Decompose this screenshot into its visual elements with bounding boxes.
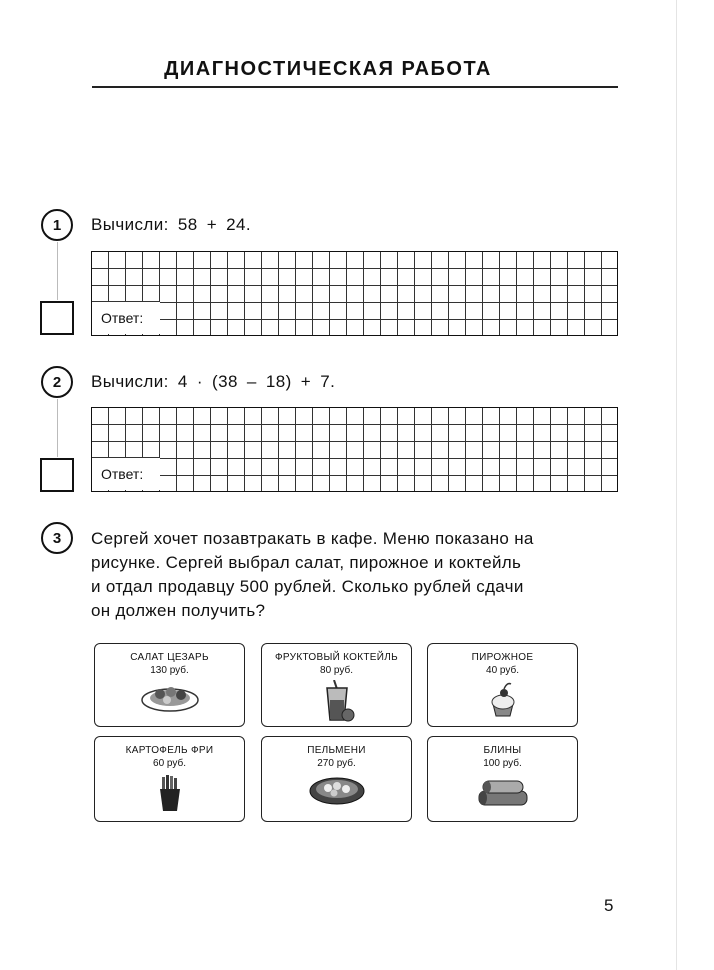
page-edge — [676, 0, 677, 970]
task1-number: 1 — [41, 209, 73, 241]
task3-line: Сергей хочет позавтракать в кафе. Меню показано на — [91, 529, 534, 548]
menu-item-pancakes — [427, 736, 578, 822]
menu-item-name: ПИРОЖНОЕ — [471, 652, 534, 663]
menu-item-cake — [427, 643, 578, 727]
task1-answer-label: Ответ: — [92, 302, 160, 334]
task3-number: 3 — [41, 522, 73, 554]
dumplings-icon — [308, 773, 366, 807]
task2-grid[interactable] — [91, 407, 618, 492]
task1-score-box[interactable] — [40, 301, 74, 335]
menu-item-name: ПЕЛЬМЕНИ — [307, 745, 366, 756]
menu-item-price: 60 руб. — [153, 758, 186, 769]
menu-item-salad — [94, 643, 245, 727]
task1-grid[interactable] — [91, 251, 618, 336]
menu-item-price: 270 руб. — [317, 758, 356, 769]
task2-connector — [57, 399, 58, 457]
menu-item-dumplings — [261, 736, 412, 822]
menu-item-name: КАРТОФЕЛЬ ФРИ — [125, 745, 214, 756]
task3-line: рисунке. Сергей выбрал салат, пирожное и коктейль — [91, 553, 522, 572]
page-number: 5 — [604, 896, 614, 915]
menu-item-name: САЛАТ ЦЕЗАРЬ — [130, 652, 209, 663]
task2-answer-label: Ответ: — [92, 458, 160, 490]
salad-icon — [140, 680, 200, 714]
task1-connector — [57, 242, 58, 300]
task3-line: и отдал продавцу 500 рублей. Сколько рублей сдачи — [91, 577, 524, 596]
task1-text: Вычисли: 58 + 24. — [91, 215, 251, 234]
menu-item-cocktail — [261, 643, 412, 727]
fries-icon — [153, 773, 187, 813]
task3-line: он должен получить? — [91, 601, 266, 620]
menu-item-name: ФРУКТОВЫЙ КОКТЕЙЛЬ — [275, 652, 398, 663]
title-rule — [92, 86, 618, 88]
pancakes-icon — [473, 773, 533, 809]
menu-item-price: 100 руб. — [483, 758, 522, 769]
cake-icon — [483, 680, 523, 720]
menu-item-fries — [94, 736, 245, 822]
task2-number: 2 — [41, 366, 73, 398]
menu-item-price: 80 руб. — [320, 665, 353, 676]
menu-item-price: 130 руб. — [150, 665, 189, 676]
task3-text — [91, 527, 621, 623]
task2-score-box[interactable] — [40, 458, 74, 492]
page-title: ДИАГНОСТИЧЕСКАЯ РАБОТА — [164, 58, 492, 80]
task2-text: Вычисли: 4 · (38 – 18) + 7. — [91, 372, 336, 391]
menu-item-price: 40 руб. — [486, 665, 519, 676]
menu-item-name: БЛИНЫ — [483, 745, 522, 756]
cocktail-icon — [315, 680, 359, 722]
